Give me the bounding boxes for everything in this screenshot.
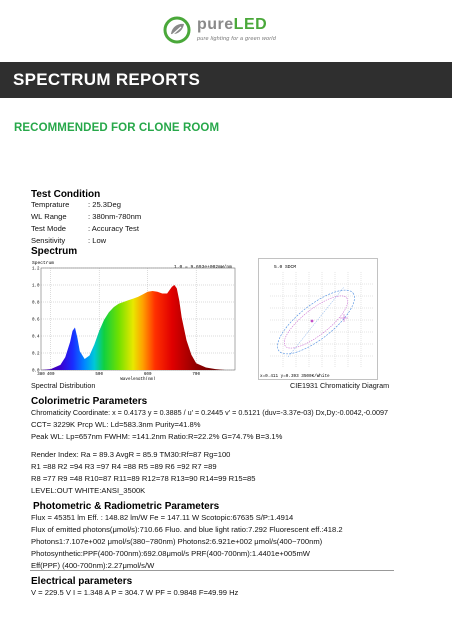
y-tick-label: 1.0 bbox=[31, 284, 40, 289]
plot-label: Spectrum bbox=[32, 261, 55, 266]
condition-value: : Accuracy Test bbox=[88, 224, 139, 233]
x-tick-label: 700 bbox=[192, 373, 200, 377]
cie-label: 5.0 SDCM bbox=[274, 265, 297, 270]
brand-logo bbox=[0, 14, 452, 48]
y-tick-label: 0.4 bbox=[31, 335, 40, 340]
spectrum-chart bbox=[31, 258, 243, 380]
photometric-line: Eff(PPF) (400-700nm):2.27μmol/s/W bbox=[31, 561, 155, 570]
condition-label: Sensitivity bbox=[31, 236, 66, 245]
colorimetric-line: CCT= 3229K Prcp WL: Ld=583.3nm Purity=41.8% bbox=[31, 420, 201, 429]
leaf-bulb-logo-icon bbox=[163, 16, 191, 44]
condition-label: Temprature bbox=[31, 200, 70, 209]
condition-label: WL Range bbox=[31, 212, 67, 221]
colorimetric-line: LEVEL:OUT WHITE:ANSI_3500K bbox=[31, 486, 146, 495]
banner-title: SPECTRUM REPORTS bbox=[13, 70, 201, 89]
y-tick-label: 1.2 bbox=[31, 267, 40, 272]
y-tick-label: 0.2 bbox=[31, 352, 40, 357]
cie-readout: x=0.411 y=0.393 3500K/White bbox=[260, 374, 330, 379]
spectrum-area bbox=[41, 285, 235, 370]
brand-name-part1: pure bbox=[197, 16, 234, 33]
condition-value: : 25.3Deg bbox=[88, 200, 121, 209]
brand-tagline: pure lighting for a green world bbox=[197, 36, 276, 42]
colorimetric-line: Peak WL: Lp=657nm FWHM: =141.2nm Ratio:R=22.2% G=74.7% B=3.1% bbox=[31, 432, 283, 441]
photometric-line: Flux of emitted photons(μmol/s):710.66 Fluo. and blue light ratio:7.292 Fluorescent eff.:418.2 bbox=[31, 525, 343, 534]
colorimetric-heading: Colorimetric Parameters bbox=[31, 396, 148, 407]
brand-name-part2: LED bbox=[233, 16, 268, 33]
x-tick-label: 500 bbox=[95, 373, 103, 377]
x-tick-label: 600 bbox=[143, 373, 152, 377]
title-banner bbox=[0, 62, 452, 98]
electrical-line: V = 229.5 V I = 1.348 A P = 304.7 W PF = 0.9848 F=49.99 Hz bbox=[31, 588, 239, 597]
photometric-heading: Photometric & Radiometric Parameters bbox=[33, 501, 220, 512]
photometric-line: Photons1:7.107e+002 μmol/s(380~780nm) Photons2:6.921e+002 μmol/s(400~700nm) bbox=[31, 537, 323, 546]
y-tick-label: 0.8 bbox=[31, 301, 40, 306]
brand-wordmark bbox=[197, 16, 267, 34]
condition-value: : Low bbox=[88, 236, 107, 245]
condition-label: Test Mode bbox=[31, 224, 67, 233]
test-condition-heading: Test Condition bbox=[31, 189, 101, 200]
x-axis-label: Wavelength(nm) bbox=[120, 378, 156, 380]
colorimetric-line: Render Index: Ra = 89.3 AvgR = 85.9 TM30:Rf=87 Rg=100 bbox=[31, 450, 231, 459]
cie-diagram-caption: CIE1931 Chromaticity Diagram bbox=[290, 381, 390, 390]
plot-annotation: 1.0 = 9.693e+002mW/nm bbox=[174, 265, 232, 270]
y-tick-label: 0.6 bbox=[31, 318, 40, 323]
chromaticity-point bbox=[311, 320, 314, 323]
render-index-row: R1 =88 R2 =94 R3 =97 R4 =88 R5 =89 R6 =92 R7 =89 bbox=[31, 462, 217, 471]
y-tick-label: 0.0 bbox=[31, 369, 40, 374]
condition-value: : 380nm-780nm bbox=[88, 212, 142, 221]
render-index-row: R8 =77 R9 =48 R10=87 R11=89 R12=78 R13=90 R14=99 R15=85 bbox=[31, 474, 256, 483]
report-subtitle: RECOMMENDED FOR CLONE ROOM bbox=[14, 122, 220, 134]
x-tick-label: 380 bbox=[37, 373, 45, 377]
photometric-line: Photosynthetic:PPF(400-700nm):692.08μmol/s PRF(400-700nm):1.4401e+005mW bbox=[31, 549, 310, 558]
photometric-line: Flux = 45351 lm Eff. : 148.82 lm/W Fe = 147.11 W Scotopic:67635 S/P:1.4914 bbox=[31, 513, 294, 522]
section-divider bbox=[30, 570, 394, 571]
colorimetric-line: Chromaticity Coordinate: x = 0.4173 y = 0.3885 / u' = 0.2445 v' = 0.5121 (duv=-3.37e-03) Dx,Dy:-0.0042,-0.0097 bbox=[31, 408, 388, 417]
spectrum-heading: Spectrum bbox=[31, 246, 78, 257]
spectral-distribution-caption: Spectral Distribution bbox=[31, 381, 96, 390]
x-tick-label: 400 bbox=[46, 373, 55, 377]
electrical-heading: Electrical parameters bbox=[31, 576, 133, 587]
cie-chromaticity-chart bbox=[258, 258, 378, 380]
